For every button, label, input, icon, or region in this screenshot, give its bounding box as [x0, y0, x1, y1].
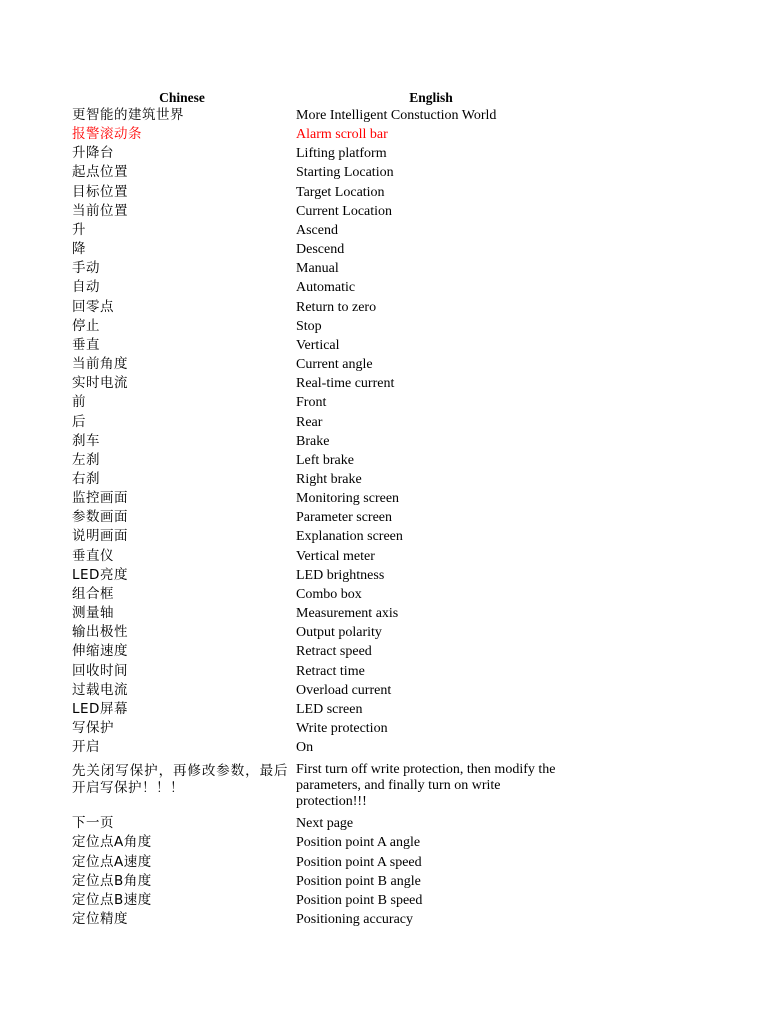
- table-row-highlighted: [72, 125, 572, 144]
- table-row: [72, 163, 572, 182]
- table-row: [72, 642, 572, 661]
- table-row: [72, 547, 572, 566]
- chinese-term: 后: [72, 413, 86, 430]
- table-row: [72, 298, 572, 317]
- english-term: Position point A speed: [296, 854, 422, 870]
- table-row: [72, 432, 572, 451]
- table-row: [72, 566, 572, 585]
- english-term: Front: [296, 395, 327, 411]
- chinese-term: 定位点B角度: [72, 872, 152, 889]
- english-term: Current angle: [296, 357, 373, 373]
- table-row: [72, 183, 572, 202]
- english-term: First turn off write protection, then modify the parameters, and finally turn on write protection!!!: [296, 762, 556, 810]
- table-row: [72, 681, 572, 700]
- table-row: [72, 278, 572, 297]
- english-term: Alarm scroll bar: [296, 127, 388, 143]
- chinese-term: 升降台: [72, 145, 114, 162]
- english-term: Output polarity: [296, 625, 382, 641]
- table-row: [72, 317, 572, 336]
- english-term: More Intelligent Constuction World: [296, 108, 497, 123]
- chinese-term: LED亮度: [72, 566, 128, 583]
- table-row: [72, 413, 572, 432]
- english-column-header: English: [409, 90, 453, 105]
- chinese-term: 右刹: [72, 470, 100, 487]
- english-term: Position point B angle: [296, 873, 421, 889]
- chinese-term: 自动: [72, 279, 100, 296]
- translation-rows: [72, 106, 572, 929]
- english-term: Starting Location: [296, 165, 394, 181]
- table-row: [72, 833, 572, 852]
- english-term: Manual: [296, 261, 339, 277]
- chinese-term: 左刹: [72, 451, 100, 468]
- english-term: Vertical meter: [296, 548, 375, 564]
- table-row: [72, 336, 572, 355]
- chinese-term: 先关闭写保护，再修改参数，最后开启写保护！！！: [72, 763, 288, 797]
- table-row: [72, 872, 572, 891]
- chinese-term: 当前位置: [72, 202, 128, 219]
- english-term: Descend: [296, 242, 345, 258]
- chinese-term: 回收时间: [72, 662, 128, 679]
- english-term: LED brightness: [296, 567, 385, 583]
- chinese-term: 写保护: [72, 720, 114, 736]
- chinese-term: 垂直仪: [72, 547, 114, 564]
- english-term: Target Location: [296, 184, 385, 200]
- english-term: Overload current: [296, 682, 392, 698]
- table-row: [72, 221, 572, 240]
- chinese-term: 开启: [72, 739, 100, 756]
- english-term: Rear: [296, 414, 323, 430]
- table-row: [72, 891, 572, 910]
- chinese-term: 定位点B速度: [72, 891, 152, 908]
- chinese-term: 起点位置: [72, 164, 128, 181]
- chinese-term: 组合框: [72, 585, 114, 602]
- english-term: Monitoring screen: [296, 491, 400, 507]
- chinese-term: 参数画面: [72, 509, 128, 526]
- english-term: Left brake: [296, 452, 354, 468]
- english-term: Current Location: [296, 203, 393, 219]
- table-row: [72, 814, 572, 833]
- chinese-term: 过载电流: [72, 681, 128, 698]
- chinese-column-header: Chinese: [159, 90, 205, 105]
- english-term: Position point A angle: [296, 835, 421, 851]
- table-row: [72, 623, 572, 642]
- chinese-term: 目标位置: [72, 183, 128, 200]
- table-row: [72, 910, 572, 929]
- table-row-multiline: [72, 762, 572, 810]
- english-term: Automatic: [296, 280, 356, 296]
- english-term: Retract time: [296, 663, 365, 679]
- english-term: Measurement axis: [296, 606, 399, 622]
- english-term: Positioning accuracy: [296, 912, 414, 928]
- table-row: [72, 853, 572, 872]
- chinese-term: 定位点A速度: [72, 853, 152, 870]
- table-row: [72, 738, 572, 757]
- table-row: [72, 489, 572, 508]
- english-term: Lifting platform: [296, 146, 387, 162]
- chinese-term: 下一页: [72, 815, 114, 832]
- english-term: Combo box: [296, 586, 362, 602]
- english-term: Explanation screen: [296, 529, 403, 545]
- table-row: [72, 202, 572, 221]
- english-term: Vertical: [296, 337, 340, 353]
- chinese-term: 升: [72, 221, 86, 238]
- english-term: LED screen: [296, 701, 363, 717]
- table-row: [72, 470, 572, 489]
- chinese-term: 当前角度: [72, 356, 128, 373]
- chinese-term: 测量轴: [72, 605, 114, 622]
- english-term: Real-time current: [296, 376, 395, 392]
- chinese-term: 输出极性: [72, 624, 128, 641]
- english-term: Position point B speed: [296, 892, 423, 908]
- table-row: [72, 451, 572, 470]
- table-row: [72, 604, 572, 623]
- table-row: [72, 374, 572, 393]
- chinese-term: 说明画面: [72, 528, 128, 545]
- table-row: [72, 106, 572, 125]
- english-term: Right brake: [296, 471, 362, 487]
- english-term: Write protection: [296, 721, 388, 736]
- chinese-term: 实时电流: [72, 375, 128, 392]
- english-term: On: [296, 740, 314, 756]
- chinese-term: 伸缩速度: [72, 643, 128, 660]
- english-term: Ascend: [296, 222, 338, 238]
- table-row: [72, 527, 572, 546]
- chinese-term: 更智能的建筑世界: [72, 107, 184, 123]
- table-row: [72, 585, 572, 604]
- english-term: Parameter screen: [296, 510, 392, 526]
- chinese-term: 停止: [72, 317, 100, 334]
- chinese-term: 降: [72, 241, 86, 258]
- chinese-term: LED屏幕: [72, 700, 128, 717]
- table-row: [72, 700, 572, 719]
- chinese-term: 定位点A角度: [72, 834, 152, 851]
- english-term: Return to zero: [296, 299, 377, 315]
- english-term: Retract speed: [296, 644, 372, 660]
- english-term: Next page: [296, 816, 354, 832]
- table-row: [72, 144, 572, 163]
- table-row: [72, 259, 572, 278]
- chinese-term: 定位精度: [72, 911, 128, 928]
- table-row: [72, 355, 572, 374]
- chinese-term: 垂直: [72, 336, 100, 353]
- chinese-term: 回零点: [72, 298, 114, 315]
- chinese-term: 监控画面: [72, 490, 128, 507]
- table-row: [72, 662, 572, 681]
- english-term: Stop: [296, 318, 322, 334]
- table-row: [72, 719, 572, 738]
- chinese-term: 报警滚动条: [72, 126, 142, 143]
- table-row: [72, 393, 572, 412]
- english-term: Brake: [296, 433, 330, 449]
- table-row: [72, 508, 572, 527]
- chinese-term: 手动: [72, 260, 100, 277]
- chinese-term: 前: [72, 394, 86, 411]
- table-row: [72, 240, 572, 259]
- chinese-term: 刹车: [72, 432, 100, 449]
